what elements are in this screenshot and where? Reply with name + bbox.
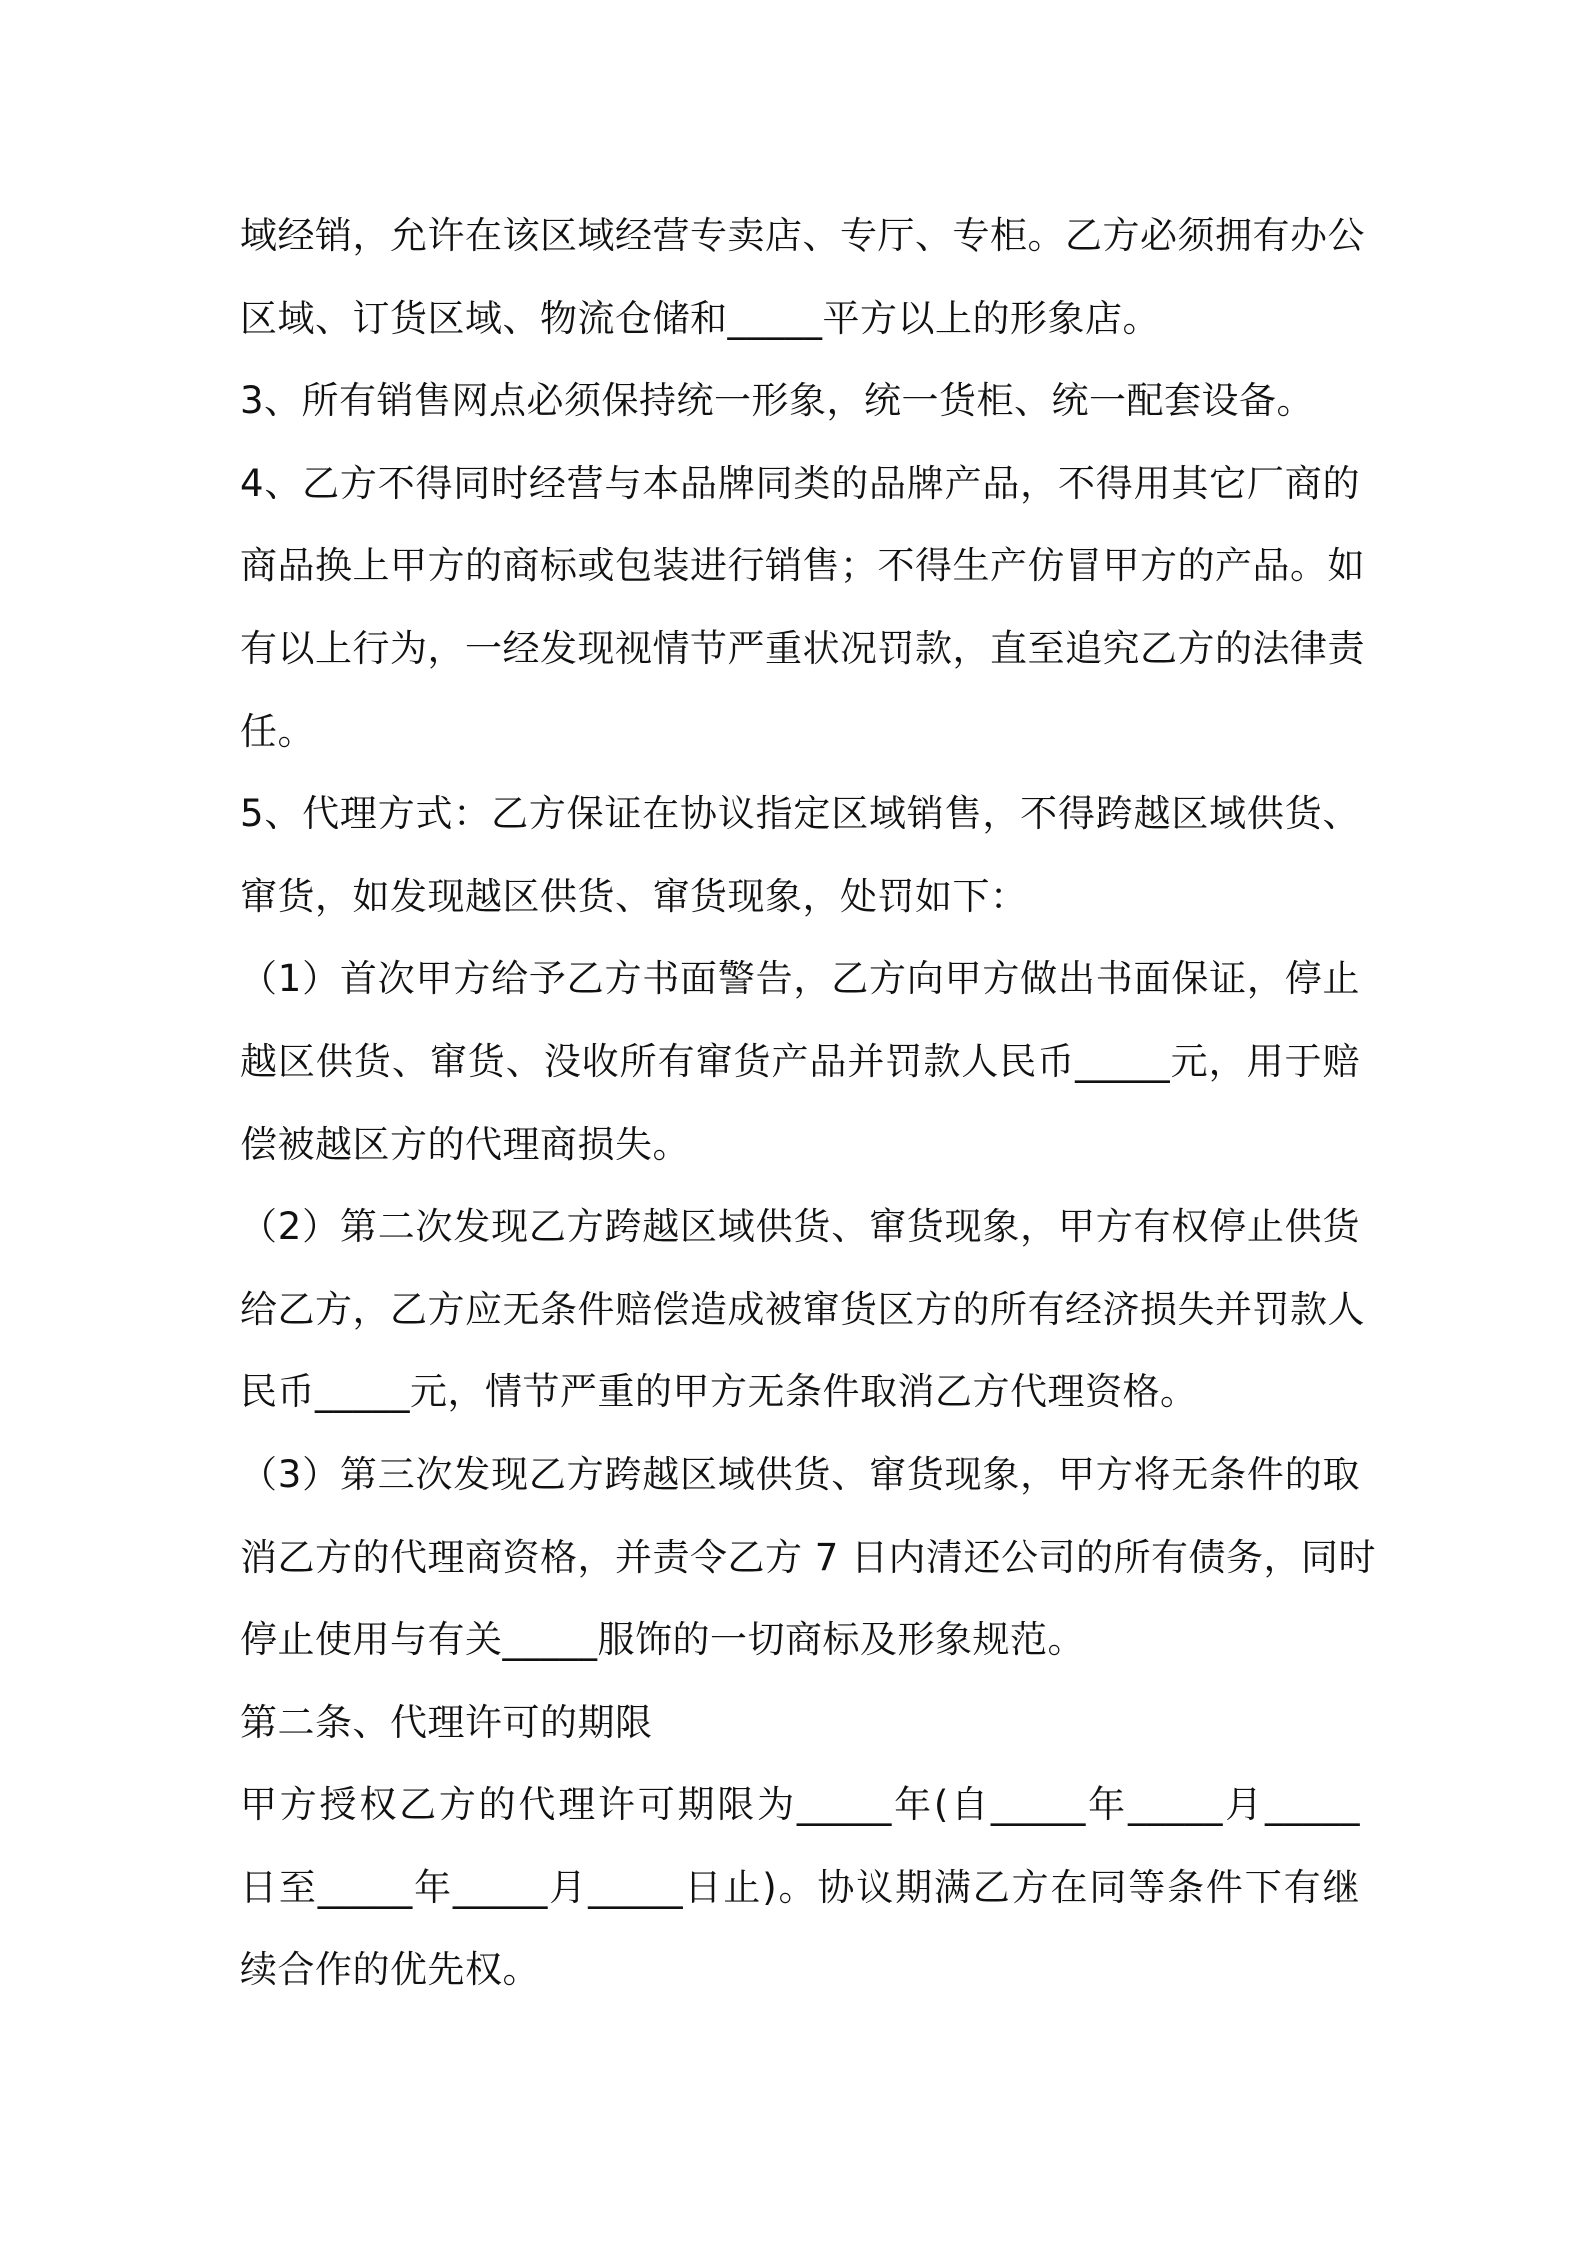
text-line: 5、代理方式：乙方保证在协议指定区域销售，不得跨越区域供货、 — [240, 792, 1360, 836]
section-heading: 第二条、代理许可的期限 — [240, 1700, 653, 1744]
text-line: 任。 — [240, 709, 315, 753]
text-line: 民币_____元，情节严重的甲方无条件取消乙方代理资格。 — [240, 1370, 1198, 1414]
document-body — [240, 195, 1377, 2012]
text-line: 甲方授权乙方的代理许可期限为_____年(自_____年_____月_____ — [240, 1783, 1360, 1827]
text-line: 越区供货、窜货、没收所有窜货产品并罚款人民币_____元，用于赔 — [240, 1039, 1360, 1083]
text-line: 有以上行为，一经发现视情节严重状况罚款，直至追究乙方的法律责 — [240, 626, 1365, 670]
text-line: （2）第二次发现乙方跨越区域供货、窜货现象，甲方有权停止供货 — [240, 1205, 1360, 1249]
text-line: 停止使用与有关_____服饰的一切商标及形象规范。 — [240, 1618, 1085, 1662]
text-line: 续合作的优先权。 — [240, 1948, 540, 1992]
text-line: 区域、订货区域、物流仓储和_____平方以上的形象店。 — [240, 296, 1160, 340]
text-line: 消乙方的代理商资格，并责令乙方 7 日内清还公司的所有债务，同时 — [240, 1535, 1377, 1579]
text-line: 商品换上甲方的商标或包装进行销售；不得生产仿冒甲方的产品。如 — [240, 544, 1365, 588]
text-line: 窜货，如发现越区供货、窜货现象，处罚如下： — [240, 874, 1028, 918]
text-line: 3、所有销售网点必须保持统一形象，统一货柜、统一配套设备。 — [240, 379, 1315, 423]
text-line: （1）首次甲方给予乙方书面警告，乙方向甲方做出书面保证，停止 — [240, 957, 1360, 1001]
text-line: 域经销，允许在该区域经营专卖店、专厅、专柜。乙方必须拥有办公 — [240, 214, 1365, 257]
text-line: 偿被越区方的代理商损失。 — [240, 1122, 690, 1166]
text-line: 4、乙方不得同时经营与本品牌同类的品牌产品，不得用其它厂商的 — [240, 461, 1360, 505]
text-line: 给乙方，乙方应无条件赔偿造成被窜货区方的所有经济损失并罚款人 — [240, 1287, 1365, 1331]
text-line: 日至_____年_____月_____日止)。协议期满乙方在同等条件下有继 — [240, 1865, 1360, 1909]
text-line: （3）第三次发现乙方跨越区域供货、窜货现象，甲方将无条件的取 — [240, 1452, 1360, 1496]
